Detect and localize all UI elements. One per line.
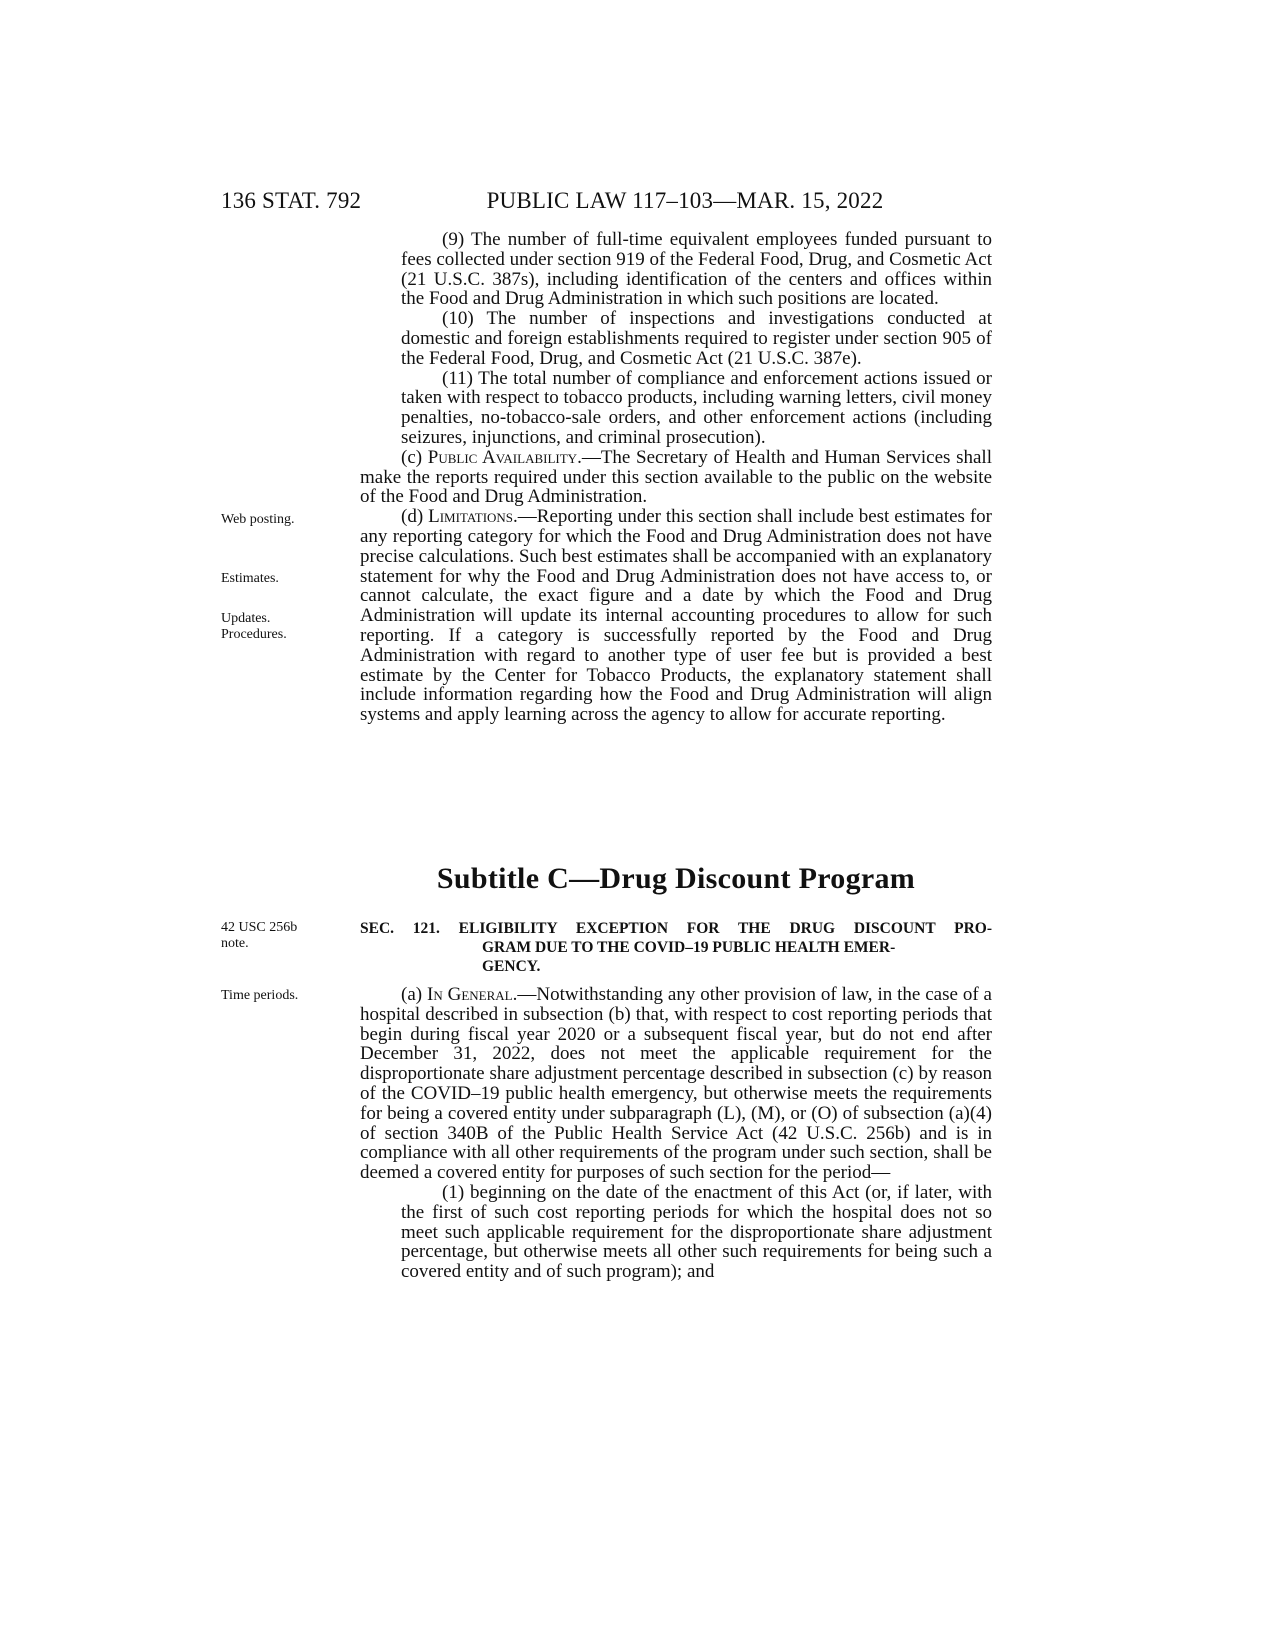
- margin-note-updates-line: Updates.: [221, 611, 271, 626]
- subsection-a-heading: In General: [427, 984, 513, 1005]
- margin-note-time-periods: Time periods.: [221, 988, 299, 1003]
- section-heading-line-2: GRAM DUE TO THE COVID–19 PUBLIC HEALTH EMER-: [482, 939, 896, 956]
- subsection-c-text: .—The Secretary of Health and Human Services shall make the reports required under this section available to the public on the website of the Food and Drug Administration.: [360, 446, 992, 508]
- subsection-a-label: (a): [401, 984, 427, 1005]
- subtitle-heading: Subtitle C—Drug Discount Program: [436, 862, 916, 895]
- subsection-a: [360, 985, 992, 1183]
- body-text-section-121: [360, 985, 992, 1282]
- subsection-c-heading: Public Availability: [427, 446, 578, 468]
- margin-note-usc-line2: note.: [221, 936, 249, 951]
- subsection-c-label: (c): [401, 446, 428, 468]
- margin-note-procedures-line: Procedures.: [221, 627, 287, 642]
- body-text-top: [360, 230, 992, 725]
- margin-note-usc: [221, 920, 341, 952]
- margin-note-web-posting: Web posting.: [221, 512, 295, 527]
- paragraph-a1: (1) beginning on the date of the enactment of this Act (or, if later, with the first of such cost reporting periods for which the hospital does not so meet such applicable requirement for the disproportionate share adjustment percentage, but otherwise meets all other such requirements for being such a covered entity and of such program); and: [401, 1181, 992, 1283]
- margin-note-estimates: Estimates.: [221, 571, 279, 586]
- margin-note-updates: [221, 611, 341, 643]
- subsection-d: [360, 507, 992, 725]
- subsection-c: [360, 448, 992, 507]
- subsection-a-text: .—Notwithstanding any other provision of law, in the case of a hospital described in subsection (b) that, with respect to cost reporting periods that begin during fiscal year 2020 or a subsequent fiscal year, but do not end after December 31, 2022, does not meet the applicable requirement for the disproportionate share adjustment percentage described in subsection (c) by reason of the COVID–19 public health emergency, but otherwise meets the requirements for being a covered entity under subparagraph (L), (M), or (O) of subsection (a)(4) of section 340B of the Public Health Service Act (42 U.S.C. 256b) and is in compliance with all other requirements of the program under such section, shall be deemed a covered entity for purposes of such section for the period—: [360, 984, 992, 1184]
- paragraph-11: (11) The total number of compliance and enforcement actions issued or taken with respect to tobacco products, including warning letters, civil money penalties, no-tobacco-sale orders, and other enforcement actions (including seizures, injunctions, and criminal prosecution).: [401, 367, 992, 448]
- subsection-d-heading: Limitations: [428, 506, 514, 528]
- paragraph-9: (9) The number of full-time equivalent employees funded pursuant to fees collected under section 919 of the Federal Food, Drug, and Cosmetic Act (21 U.S.C. 387s), including identification of the centers and offices within the Food and Drug Administration in which such positions are located.: [401, 229, 992, 310]
- running-header: PUBLIC LAW 117–103—MAR. 15, 2022: [486, 188, 884, 213]
- section-121-heading: [360, 919, 992, 976]
- page-citation: 136 STAT. 792: [221, 188, 362, 213]
- section-heading-line-1: SEC. 121. ELIGIBILITY EXCEPTION FOR THE DRUG DISCOUNT PRO-: [360, 920, 992, 937]
- paragraph-10: (10) The number of inspections and investigations conducted at domestic and foreign establishments required to register under section 905 of the Federal Food, Drug, and Cosmetic Act (21 U.S.C. 387e).: [401, 308, 992, 369]
- subsection-d-text: .—Reporting under this section shall include best estimates for any reporting category for which the Food and Drug Administration does not have precise calculations. Such best estimates shall be accompanied with an explanatory statement for why the Food and Drug Administration does not have access to, or cannot calculate, the exact figure and a date by which the Food and Drug Administration will update its internal accounting procedures to allow for such reporting. If a category is successfully reported by the Food and Drug Administration with regard to another type of user fee but is provided a best estimate by the Center for Tobacco Products, the explanatory statement shall include information regarding how the Food and Drug Administration will align systems and apply learning across the agency to allow for accurate reporting.: [360, 506, 993, 726]
- margin-note-usc-line1: 42 USC 256b: [221, 920, 298, 935]
- section-heading-line-3: GENCY.: [482, 958, 541, 975]
- subsection-d-label: (d): [401, 506, 429, 528]
